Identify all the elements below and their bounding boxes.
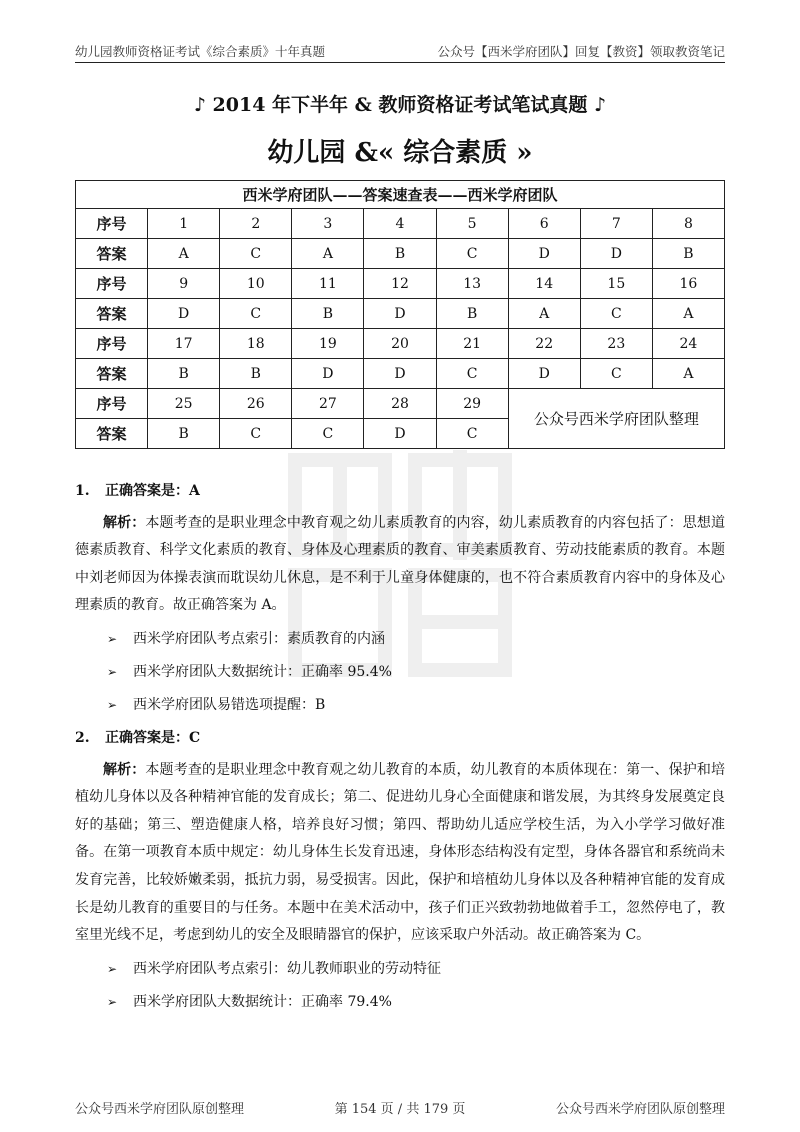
cell-answer: B [652,239,724,269]
footer-right: 公众号西米学府团队原创整理 [555,1102,725,1117]
cell-answer: A [292,239,364,269]
bullet-text: 西米学府团队大数据统计：正确率 95.4% [133,663,392,680]
cell-answer: D [292,359,364,389]
cell-number: 5 [436,209,508,239]
cell-answer: D [364,419,436,449]
arrow-bullet-icon: ➢ [107,697,118,712]
cell-number: 28 [364,389,436,419]
cell-number: 25 [148,389,220,419]
cell-answer: D [364,299,436,329]
header-divider [75,62,725,63]
cell-number: 9 [148,269,220,299]
row-label-answer: 答案 [76,359,148,389]
analysis-label: 解析： [103,761,146,778]
analysis-text: 本题考查的是职业理念中教育观之幼儿素质教育的内容，幼儿素质教育的内容包括了：思想道德素质教育、科学文化素质的教育、身体及心理素质的教育、审美素质教育、劳动技能素质的教育。本题中刘老师因为体操表演而耽误幼儿休息，是不利于儿童身体健康的，也不符合素质教育内容中的身体及心理素质的教育。故正确答案为 A。 [75,514,726,614]
row-label-answer: 答案 [76,299,148,329]
cell-number: 11 [292,269,364,299]
question-number: 2. [75,729,90,746]
cell-answer: B [148,419,220,449]
cell-answer: B [220,359,292,389]
cell-number: 7 [580,209,652,239]
question-heading [75,478,725,506]
correct-answer: 正确答案是：A [105,483,200,499]
answers-content [75,478,725,1022]
cell-answer: A [508,299,580,329]
cell-answer: C [580,299,652,329]
cell-number: 21 [436,329,508,359]
question-2 [75,725,725,1018]
answer-table-heading: 西米学府团队——答案速查表——西米学府团队 [76,181,725,209]
cell-number: 22 [508,329,580,359]
cell-number: 8 [652,209,724,239]
page-subtitle: 幼儿园 &« 综合素质 » [267,138,533,168]
question-heading [75,725,725,753]
list-item [75,659,725,688]
table-row [76,209,725,239]
bullet-text: 西米学府团队易错选项提醒：B [133,696,326,713]
row-label-number: 序号 [76,209,148,239]
bullet-text: 西米学府团队考点索引：幼儿教师职业的劳动特征 [133,960,441,977]
cell-answer: D [148,299,220,329]
cell-number: 18 [220,329,292,359]
cell-number: 29 [436,389,508,419]
cell-number: 12 [364,269,436,299]
cell-answer: C [436,419,508,449]
table-note: 公众号西米学府团队整理 [508,389,724,449]
running-header [75,42,725,60]
cell-answer: C [436,239,508,269]
table-row [76,359,725,389]
bullet-text: 西米学府团队考点索引：素质教育的内涵 [133,630,385,647]
correct-answer: 正确答案是：C [105,729,201,746]
list-item [75,956,725,985]
table-row [76,239,725,269]
analysis-text: 本题考查的是职业理念中教育观之幼儿教育的本质，幼儿教育的本质体现在：第一、保护和培植幼儿身体以及各种精神官能的发育成长；第二、促进幼儿身心全面健康和谐发展，为其终身发展奠定良好的基础；第三、塑造健康人格，培养良好习惯；第四、帮助幼儿适应学校生活，为入小学学习做好准备。在第一项教育本质中规定：幼儿身体生长发育迅速，身体形态结构没有定型，身体各器官和系统尚未发育完善，比较娇嫩柔弱，抵抗力弱，易受损害。因此，保护和培植幼儿身体以及各种精神官能的发育成长是幼儿教育的重要目的与任务。本题中在美术活动中，孩子们正兴致勃勃地做着手工，忽然停电了，教室里光线不足，考虑到幼儿的安全及眼睛器官的保护，应该采取户外活动。故正确答案为 C。 [75,761,726,944]
cell-answer: B [436,299,508,329]
row-label-number: 序号 [76,329,148,359]
cell-number: 24 [652,329,724,359]
arrow-bullet-icon: ➢ [107,994,118,1009]
question-number: 1. [75,483,90,499]
cell-answer: C [580,359,652,389]
analysis-paragraph [75,757,725,950]
cell-number: 2 [220,209,292,239]
cell-answer: C [220,239,292,269]
cell-answer: B [364,239,436,269]
cell-answer: D [508,239,580,269]
row-label-number: 序号 [76,389,148,419]
header-right: 公众号【西米学府团队】回复【教资】领取教资笔记 [437,44,725,59]
list-item [75,692,725,721]
row-label-answer: 答案 [76,419,148,449]
list-item [75,989,725,1018]
cell-answer: C [220,419,292,449]
cell-answer: A [652,299,724,329]
cell-answer: C [220,299,292,329]
cell-number: 4 [364,209,436,239]
cell-answer: D [364,359,436,389]
arrow-bullet-icon: ➢ [107,961,118,976]
question-1 [75,478,725,721]
cell-answer: D [580,239,652,269]
table-row [76,329,725,359]
list-item [75,626,725,655]
arrow-bullet-icon: ➢ [107,664,118,679]
cell-number: 3 [292,209,364,239]
cell-number: 20 [364,329,436,359]
arrow-bullet-icon: ➢ [107,631,118,646]
cell-answer: D [508,359,580,389]
analysis-label: 解析： [103,514,146,531]
cell-number: 6 [508,209,580,239]
page-number: 第 154 页 / 共 179 页 [334,1102,466,1117]
footer-left: 公众号西米学府团队原创整理 [75,1102,245,1117]
row-label-number: 序号 [76,269,148,299]
page-title: ♪ 2014 年下半年 & 教师资格证考试笔试真题 ♪ [193,94,607,116]
cell-answer: A [652,359,724,389]
cell-answer: B [148,359,220,389]
cell-number: 1 [148,209,220,239]
row-label-answer: 答案 [76,239,148,269]
bullet-text: 西米学府团队大数据统计：正确率 79.4% [133,993,392,1010]
cell-answer: C [292,419,364,449]
cell-number: 23 [580,329,652,359]
analysis-paragraph [75,510,725,620]
cell-number: 19 [292,329,364,359]
cell-answer: B [292,299,364,329]
answer-table [75,180,725,449]
cell-answer: A [148,239,220,269]
cell-number: 15 [580,269,652,299]
cell-number: 16 [652,269,724,299]
page-footer [75,1098,725,1117]
cell-number: 17 [148,329,220,359]
table-row [76,299,725,329]
cell-number: 27 [292,389,364,419]
table-row [76,389,725,419]
cell-number: 26 [220,389,292,419]
cell-answer: C [436,359,508,389]
cell-number: 14 [508,269,580,299]
table-row [76,269,725,299]
cell-number: 13 [436,269,508,299]
header-left: 幼儿园教师资格证考试《综合素质》十年真题 [75,44,326,59]
cell-number: 10 [220,269,292,299]
